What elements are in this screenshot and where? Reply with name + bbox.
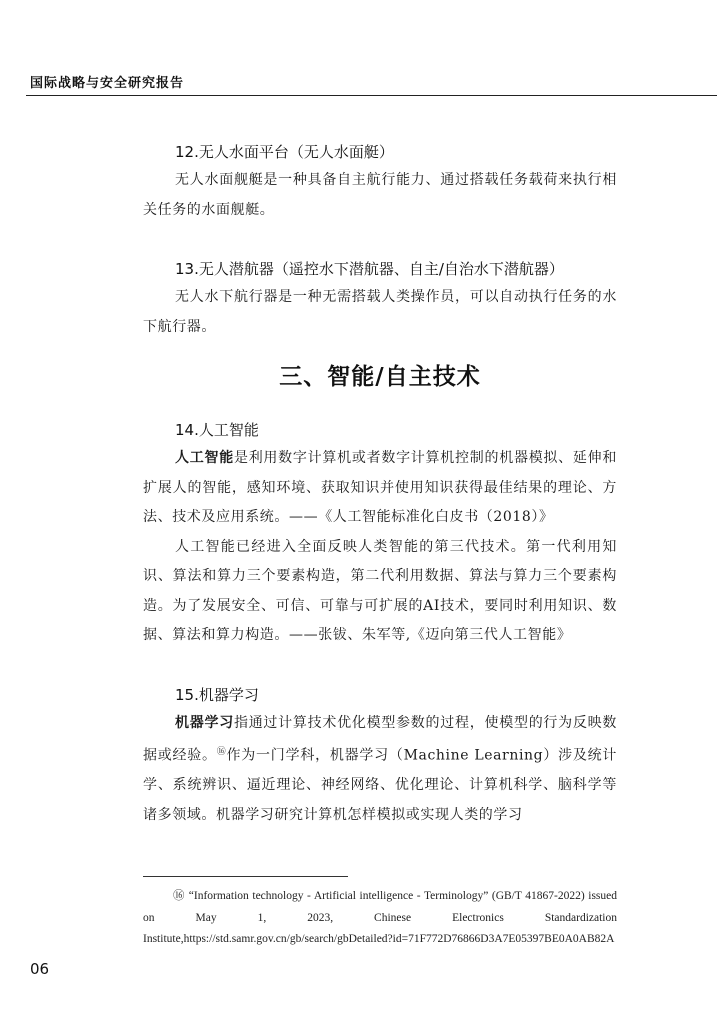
- entry-heading-14: 14.人工智能: [175, 421, 259, 439]
- entry-heading-12: 12.无人水面平台（无人水面艇）: [175, 143, 394, 161]
- page-content: [143, 138, 617, 830]
- footnote-rule: [143, 876, 348, 877]
- footnote: ⑯ “Information technology - Artificial intelligence - Terminology” (GB/T 41867-2022) issued on May 1, 2023, Chinese Electronics Standardization Institute,https://std.samr.gov.cn/gb/search/gbDetailed?id=71F772D76866D3A7E05397BE0A0AB82A: [143, 890, 617, 945]
- entry-body-12: 无人水面舰艇是一种具备自主航行能力、通过搭载任务载荷来执行相关任务的水面舰艇。: [143, 172, 617, 218]
- footnote-marker[interactable]: ⑯: [216, 747, 227, 757]
- entry-body-15-text-a: 指通过计算技术优化模型参数的过程，使模型的行为反映数据或经验。: [143, 714, 617, 764]
- entry-body-14-p1-text: 是利用数字计算机或者数字计算机控制的机器模拟、延伸和扩展人的智能，感知环境、获取知识并使用知识获得最佳结果的理论、方法、技术及应用系统。——《人工智能标准化白皮书（2018）》: [143, 450, 617, 525]
- term-ml: 机器学习: [175, 714, 234, 731]
- entry-body-14-p2: 人工智能已经进入全面反映人类智能的第三代技术。第一代利用知识、算法和算力三个要素构造，第二代利用数据、算法与算力三个要素构造。为了发展安全、可信、可靠与可扩展的AI技术，要同时利用知识、数据、算法和算力构造。——张钹、朱军等,《迈向第三代人工智能》: [143, 538, 617, 643]
- entry-heading-15: 15.机器学习: [175, 685, 259, 704]
- section-title: 三、智能/自主技术: [279, 364, 481, 390]
- running-header-title: 国际战略与安全研究报告: [30, 76, 185, 91]
- term-ai: 人工智能: [175, 450, 234, 466]
- entry-body-15-text-b: 作为一门学科，机器学习（Machine Learning）涉及统计学、系统辨识、逼近理论、神经网络、优化理论、计算机科学、脑科学等诸多领域。机器学习研究计算机怎样模拟或实现人类的学习: [143, 747, 617, 823]
- entry-body-14-p1: [143, 444, 617, 533]
- entry-body-13: 无人水下航行器是一种无需搭载人类操作员，可以自动执行任务的水下航行器。: [143, 289, 617, 335]
- page-number: 06: [30, 960, 50, 978]
- header-rule: [26, 95, 717, 96]
- entry-heading-13: 13.无人潜航器（遥控水下潜航器、自主/自治水下潜航器）: [175, 260, 564, 278]
- entry-body-15: [143, 709, 617, 831]
